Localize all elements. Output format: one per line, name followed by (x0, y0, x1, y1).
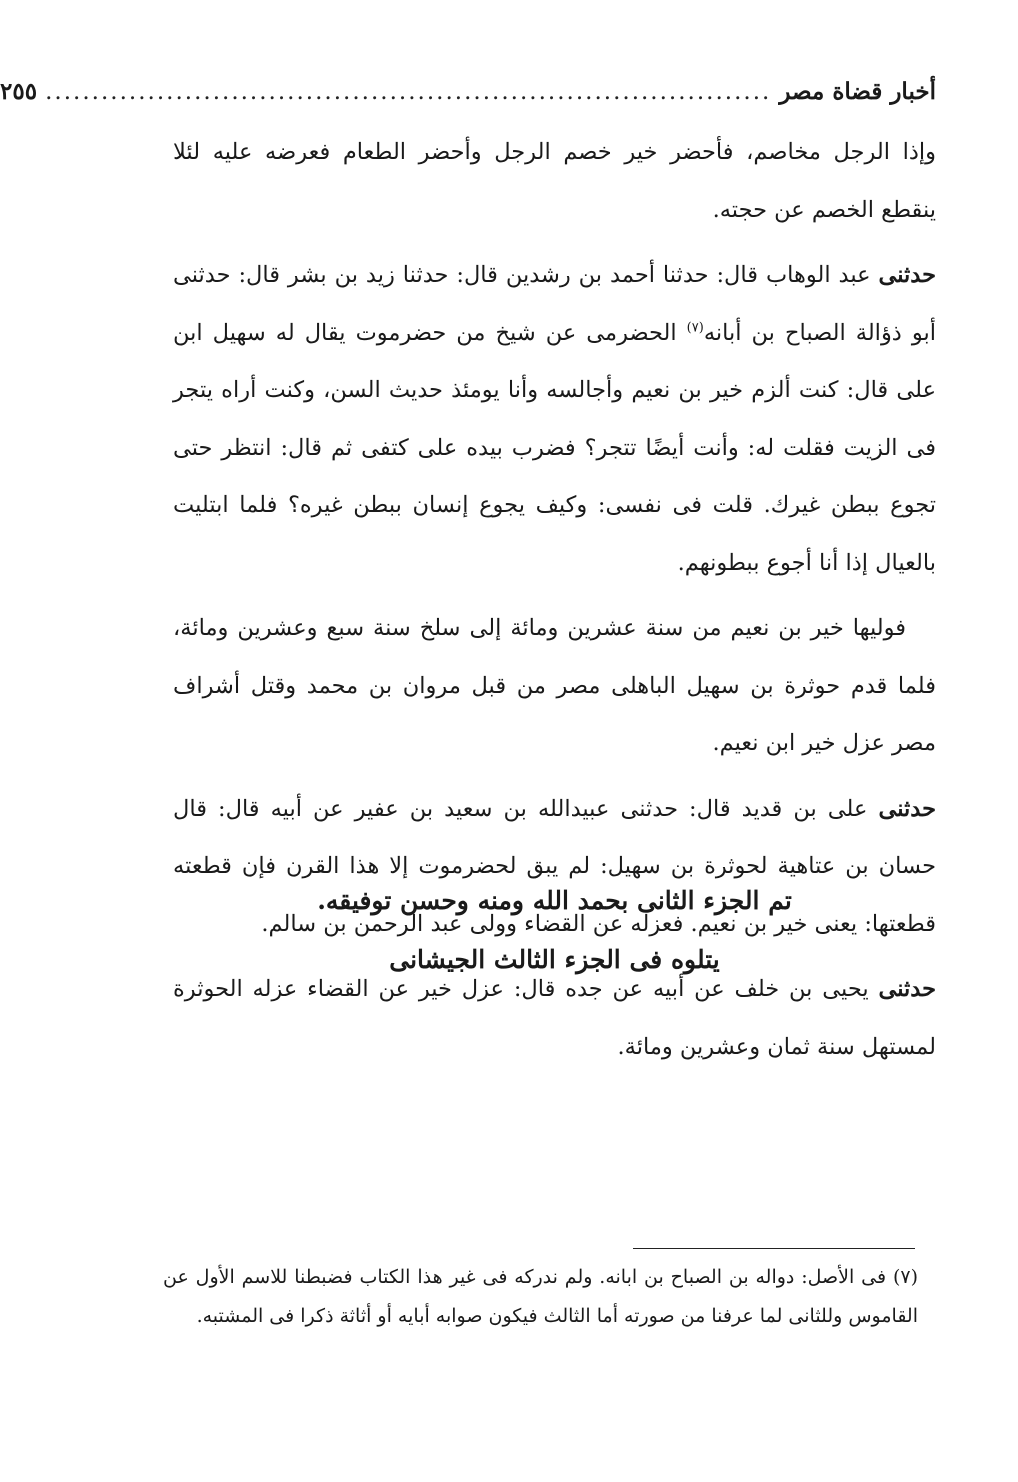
colophon-line-1: تم الجزء الثانى بحمد الله ومنه وحسن توفيقه. (317, 886, 792, 915)
paragraph-1 (173, 124, 936, 239)
paragraph-text: يحيى بن خلف عن أبيه عن جده قال: عزل خير عن القضاء عزله الحوثرة لمستهل سنة ثمان وعشرين ومائة. (173, 976, 936, 1060)
paragraph-2 (173, 247, 936, 592)
paragraph-lead-word: حدثنى (878, 976, 936, 1002)
paragraph-3 (173, 600, 936, 773)
colophon-line-2: يتلوه فى الجزء الثالث الجيشانى (389, 945, 720, 974)
footnote (163, 1258, 918, 1336)
paragraph-lead-word: حدثنى (878, 262, 936, 288)
page-number: ٢٥٥ (0, 78, 38, 105)
running-header (0, 78, 936, 118)
book-title: أخبار قضاة مصر (779, 78, 936, 105)
paragraph-lead-word: حدثنى (878, 795, 936, 822)
closing-colophon (173, 872, 936, 990)
header-leader-dots: .............................................................................. (45, 79, 772, 105)
footnote-text: (٧) فى الأصل: دواله بن الصباح بن ابانه. ولم ندركه فى غير هذا الكتاب فضبطنا للاسم الأول عن القاموس وللثانى لما عرفنا من صورته أما الثالث فيكون صوابه أبايه أو أثاثة ذكرا فى المشتبه. (163, 1266, 918, 1327)
paragraph-text: على بن قديد قال: حدثنى عبيدالله بن سعيد بن عفير عن أبيه قال: قال حسان بن عتاهية لحوثرة بن سهيل: لم يبق لحضرموت إلا هذا القرن فإن قطعته قطعتها: يعنى خير بن نعيم. فعزله عن القضاء وولى عبد الرحمن بن سالم. (173, 795, 936, 937)
footnote-reference: (٧) (686, 320, 704, 335)
paragraph-text: فوليها خير بن نعيم من سنة عشرين ومائة إلى سلخ سنة سبع وعشرين ومائة، فلما قدم حوثرة بن سهيل الباهلى مصر من قبل مروان بن محمد وقتل أشراف مصر عزل خير ابن نعيم. (173, 615, 936, 756)
paragraph-text: وإذا الرجل مخاصم، فأحضر خير خصم الرجل وأحضر الطعام فعرضه عليه لئلا ينقطع الخصم عن حجته. (173, 139, 936, 223)
footnote-separator (633, 1248, 915, 1249)
paragraph-text-continued: الحضرمى عن شيخ من حضرموت يقال له سهيل ابن على قال: كنت ألزم خير بن نعيم وأجالسه وأنا يومئذ حديث السن، وكنت أراه يتجر فى الزيت فقلت له: وأنت أيضًا تتجر؟ فضرب بيده على كتفى ثم قال: انتظر حتى تجوع ببطن غيرك. قلت فى نفسى: وكيف يجوع إنسان ببطن غيره؟ فلما ابتليت بالعيال إذا أنا أجوع ببطونهم. (173, 319, 936, 576)
paragraph-text: عبد الوهاب قال: حدثنا أحمد بن رشدين قال: حدثنا زيد بن بشر قال: حدثنى أبو ذؤالة الصباح بن أبانه (173, 262, 936, 346)
